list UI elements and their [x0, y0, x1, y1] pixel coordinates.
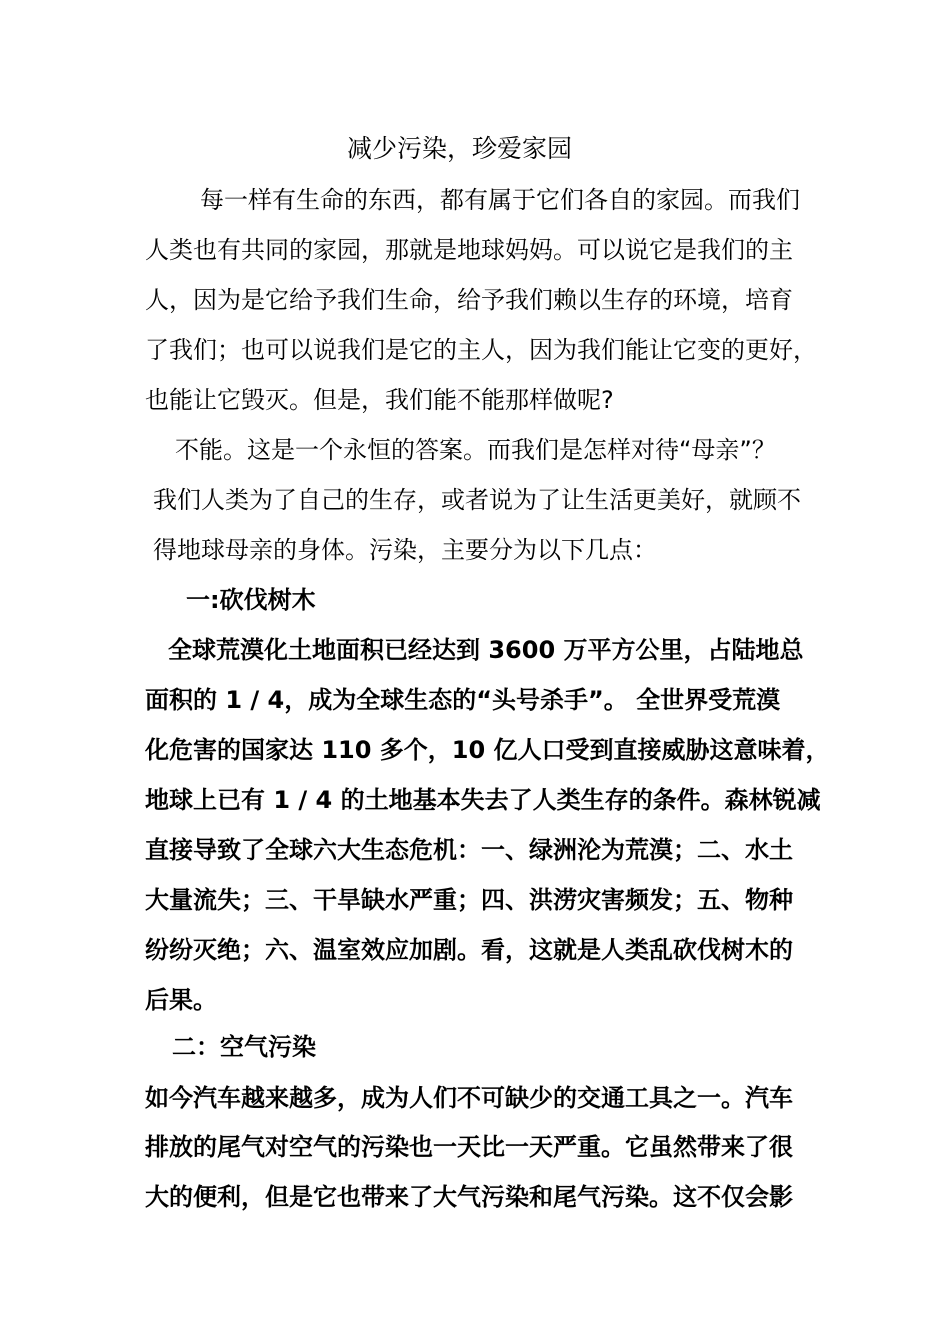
paragraph-line: 全球荒漠化土地面积已经达到 3600 万平方公里，占陆地总 — [168, 636, 804, 664]
paragraph-line: 得地球母亲的身体。污染，主要分为以下几点： — [153, 536, 657, 564]
paragraph-line: 面积的 1 / 4，成为全球生态的“头号杀手”。 全世界受荒漠 — [145, 686, 781, 714]
paragraph-line: 排放的尾气对空气的污染也一天比一天严重。它虽然带来了很 — [145, 1133, 793, 1161]
paragraph-line: 我们人类为了自己的生存，或者说为了让生活更美好，就顾不 — [153, 486, 801, 514]
paragraph-line: 人，因为是它给予我们生命，给予我们赖以生存的环境，培育 — [145, 286, 793, 314]
page-title: 减少污染，珍爱家园 — [347, 134, 573, 163]
paragraph-line: 了我们；也可以说我们是它的主人，因为我们能让它变的更好， — [145, 336, 817, 364]
paragraph-line: 人类也有共同的家园，那就是地球妈妈。可以说它是我们的主 — [145, 236, 793, 264]
paragraph-line: 纷纷灭绝；六、温室效应加剧。看，这就是人类乱砍伐树木的 — [145, 936, 793, 964]
paragraph-line: 每一样有生命的东西，都有属于它们各自的家园。而我们 — [200, 186, 800, 214]
paragraph-line: 地球上已有 1 / 4 的土地基本失去了人类生存的条件。森林锐减 — [145, 786, 821, 814]
paragraph-line: 大的便利，但是它也带来了大气污染和尾气污染。这不仅会影 — [145, 1183, 793, 1211]
paragraph-line: 如今汽车越来越多，成为人们不可缺少的交通工具之一。汽车 — [145, 1084, 793, 1112]
paragraph-line: 直接导致了全球六大生态危机：一、绿洲沦为荒漠；二、水土 — [145, 836, 793, 864]
paragraph-line: 不能。这是一个永恒的答案。而我们是怎样对待“母亲”？ — [175, 436, 776, 464]
section-heading: 一:砍伐树木 — [186, 586, 316, 614]
section-heading: 二：空气污染 — [172, 1033, 316, 1061]
paragraph-line: 也能让它毁灭。但是，我们能不能那样做呢? — [145, 386, 614, 414]
paragraph-line: 化危害的国家达 110 多个，10 亿人口受到直接威胁这意味着， — [145, 736, 830, 764]
paragraph-line: 大量流失；三、干旱缺水严重；四、洪涝灾害频发；五、物种 — [145, 886, 793, 914]
paragraph-line: 后果。 — [145, 986, 217, 1014]
